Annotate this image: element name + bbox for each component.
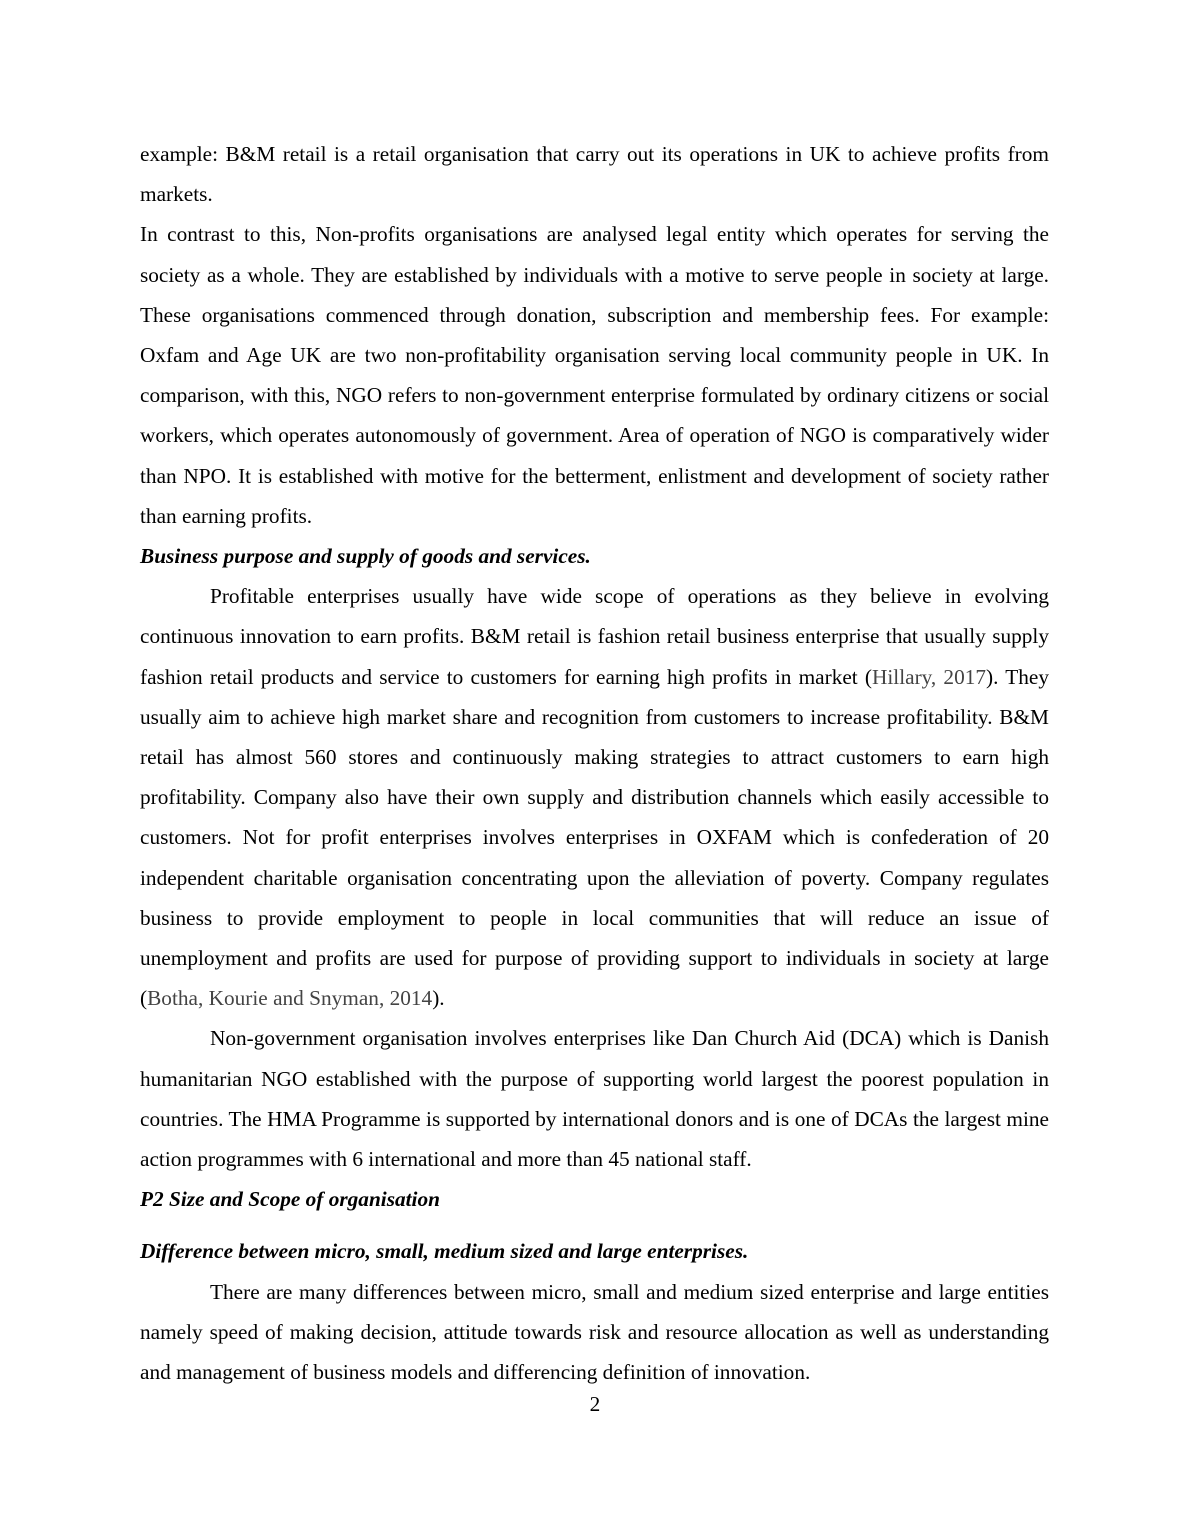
heading-enterprise-differences: Difference between micro, small, medium sized and large enterprises.	[140, 1239, 749, 1264]
heading-business-purpose: Business purpose and supply of goods and services.	[140, 544, 591, 569]
paragraph-profitable-enterprises	[140, 576, 1049, 1018]
heading-size-scope: P2 Size and Scope of organisation	[140, 1187, 440, 1212]
paragraph-text: ).	[432, 986, 445, 1011]
paragraph-ngo: Non-government organisation involves enterprises like Dan Church Aid (DCA) which is Danish humanitarian NGO established with the purpose of supporting world largest the poorest population in countries. The HMA Programme is supported by international donors and is one of DCAs the largest mine action programmes with 6 international and more than 45 national staff.	[140, 1026, 1049, 1172]
paragraph-non-profits: In contrast to this, Non-profits organisations are analysed legal entity which operates for serving the society as a whole. They are established by individuals with a motive to serve people in society at large. These organisations commenced through donation, subscription and membership fees. For example: Oxfam and Age UK are two non-profitability organisation serving local community people in UK. In comparison, with this, NGO refers to non-government enterprise formulated by ordinary citizens or social workers, which operates autonomously of government. Area of operation of NGO is comparatively wider than NPO. It is established with motive for the betterment, enlistment and development of society rather than earning profits.	[140, 222, 1049, 528]
document-page	[140, 134, 1049, 1392]
citation-hillary: Hillary, 2017	[871, 664, 987, 689]
page-number: 2	[589, 1392, 601, 1416]
citation-botha: Botha, Kourie and Snyman, 2014	[147, 986, 433, 1011]
paragraph-continuation: example: B&M retail is a retail organisation that carry out its operations in UK to achieve profits from markets.	[140, 142, 1049, 207]
paragraph-differences: There are many differences between micro, small and medium sized enterprise and large entities namely speed of making decision, attitude towards risk and resource allocation as well as understanding and management of business models and differencing definition of innovation.	[140, 1279, 1049, 1385]
paragraph-text: Profitable enterprises usually have wide scope of operations as they believe in evolving continuous innovation to earn profits. B&M retail is fashion retail business enterprise that usually supply fashion retail products and service to customers for earning high profits in market (	[140, 584, 1049, 689]
paragraph-text: ). They usually aim to achieve high market share and recognition from customers to increase profitability. B&M retail has almost 560 stores and continuously making strategies to attract customers to earn high profitability. Company also have their own supply and distribution channels which easily accessible to customers. Not for profit enterprises involves enterprises in OXFAM which is confederation of 20 independent charitable organisation concentrating upon the alleviation of poverty. Company regulates business to provide employment to people in local communities that will reduce an issue of unemployment and profits are used for purpose of providing support to individuals in society at large (	[140, 664, 1049, 1011]
